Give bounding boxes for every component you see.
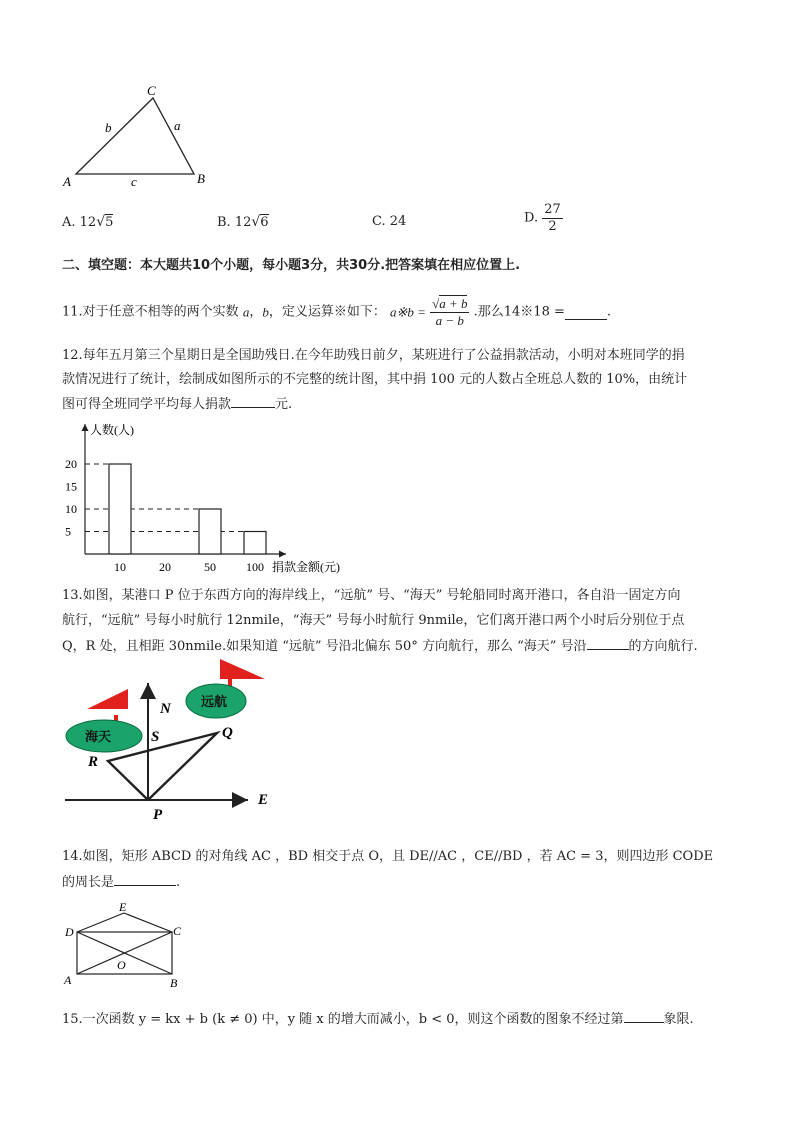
vertex-a-label: A [63, 174, 71, 189]
q13-answer-blank[interactable] [587, 636, 629, 650]
option-c-text: C. 24 [372, 214, 407, 229]
question-11 [62, 296, 611, 329]
triangle-abc [76, 98, 194, 174]
x-tick-label: 20 [159, 560, 171, 574]
option-b: B. 12√6 [217, 214, 269, 230]
y-axis-label: 人数(人) [90, 423, 134, 437]
q13-line1: 13.如图，某港口 P 位于东西方向的海岸线上，“远航” 号、“海天” 号轮船同时离开港口，各自沿一固定方向 [62, 588, 681, 603]
rect-label-d: D [65, 925, 74, 939]
q12-answer-blank[interactable] [231, 394, 275, 408]
section2-header: 二、填空题：本大题共10个小题，每小题3分，共30分.把答案填在相应位置上. [62, 258, 521, 273]
option-a-text: A. 12 [62, 215, 97, 230]
q14-answer-blank[interactable] [114, 872, 176, 886]
q11-mid: ，定义运算※如下： [268, 304, 386, 320]
x-axis-label: 捐款金额(元) [272, 560, 340, 574]
q12-line2: 款情况进行了统计，绘制成如图所示的不完整的统计图，其中捐 100 元的人数占全班总人数的 10%，由统计 [62, 372, 688, 387]
q11-post: .那么14※18 = [473, 304, 565, 320]
q12-line3 [62, 394, 292, 415]
label-r: R [88, 754, 99, 770]
donation-bar-chart [60, 418, 370, 578]
q12-line1: 12.每年五月第三个星期日是全国助残日.在今年助残日前夕，某班进行了公益捐款活动，小明对本班同学的捐 [62, 348, 685, 363]
chart-x-ticks [114, 560, 264, 574]
option-d [524, 202, 563, 235]
ship2-flag [87, 689, 128, 709]
x-tick-label: 50 [204, 560, 216, 574]
bar-50 [199, 509, 221, 554]
label-e: E [258, 792, 269, 808]
q11-answer-blank[interactable] [565, 306, 607, 320]
chart-y-ticks [65, 457, 77, 539]
option-b-radicand: 6 [260, 215, 269, 230]
bar-100 [244, 532, 266, 555]
q12-line3-post: 元. [275, 397, 293, 412]
q14-line1: 14.如图，矩形 ABCD 的对角线 AC ，BD 相交于点 O，且 DE//AC ，CE//BD ，若 AC = 3，则四边形 CODE [62, 849, 714, 864]
y-tick-label: 20 [65, 457, 77, 471]
q11-end: . [606, 304, 612, 320]
q15-text-post: 象限. [663, 1012, 694, 1027]
rect-label-o: O [117, 958, 126, 972]
label-q: Q [222, 725, 233, 741]
rectangle-figure [60, 900, 190, 992]
ship2-label: 海天 [85, 730, 112, 745]
option-c [372, 212, 406, 232]
q13-line3 [62, 636, 698, 657]
side-a-label: a [174, 118, 181, 133]
q14-line2-post: . [176, 875, 181, 890]
option-d-fraction [542, 202, 563, 235]
q11-var-a: a [242, 304, 250, 320]
q11-fraction [430, 296, 469, 329]
ship1-flag [220, 659, 265, 679]
option-a: A. 12√5 [62, 214, 114, 230]
q12-line3-pre: 图可得全班同学平均每人捐款 [62, 397, 232, 412]
option-d-numerator: 27 [544, 202, 561, 217]
vertex-c-label: C [147, 83, 156, 98]
q13-line3-post: 的方向航行. [628, 639, 698, 654]
q15-answer-blank[interactable] [624, 1009, 664, 1023]
vertex-b-label: B [197, 171, 205, 186]
q11-var-b: b [262, 304, 269, 320]
q13-line3-pre: Q，R 处，且相距 30nmile.如果知道 “远航” 号沿北偏东 50° 方向航行，那么 “海天” 号沿 [62, 639, 587, 654]
q14-line2 [62, 872, 180, 893]
x-tick-label: 10 [114, 560, 126, 574]
q11-pre: 11.对于任意不相等的两个实数 [62, 304, 239, 320]
segment-ce [124, 913, 172, 932]
segment-de [77, 913, 124, 932]
q11-lhs: a※b = [390, 304, 426, 320]
ship1-label: 远航 [201, 695, 228, 710]
label-s: S [151, 729, 160, 745]
side-c-label: c [131, 174, 137, 189]
side-b-label: b [105, 120, 112, 135]
triangle-figure [58, 82, 218, 192]
y-tick-label: 5 [65, 524, 71, 539]
q11-numerator: √a + b [432, 296, 468, 311]
y-tick-label: 10 [65, 502, 77, 516]
q11-denominator: a − b [435, 313, 464, 328]
q14-line2-pre: 的周长是 [62, 875, 115, 890]
option-a-radicand: 5 [105, 215, 114, 230]
rect-label-c: C [173, 924, 182, 938]
q13-line2: 航行，“远航” 号每小时航行 12nmile，“海天” 号每小时航行 9nmile，它们离开港口两个小时后分别位于点 [62, 613, 685, 628]
label-p: P [153, 807, 163, 823]
y-tick-label: 15 [65, 479, 77, 494]
rect-label-b: B [170, 976, 178, 990]
bar-10 [109, 464, 131, 554]
ship-figure [60, 655, 280, 825]
option-d-denominator: 2 [548, 219, 557, 234]
label-n: N [160, 701, 171, 717]
rect-label-a: A [64, 973, 72, 987]
q11-numerator-text: a + b [439, 296, 468, 311]
rect-label-e: E [119, 900, 127, 914]
option-b-text: B. 12 [217, 215, 252, 230]
q15-text-pre: 15.一次函数 y = kx + b (k ≠ 0) 中，y 随 x 的增大而减小，b < 0，则这个函数的图象不经过第 [62, 1012, 624, 1027]
q11-sep: ， [249, 304, 263, 320]
x-tick-label: 100 [246, 560, 264, 574]
option-d-text: D. [524, 210, 539, 226]
question-15 [62, 1009, 694, 1030]
